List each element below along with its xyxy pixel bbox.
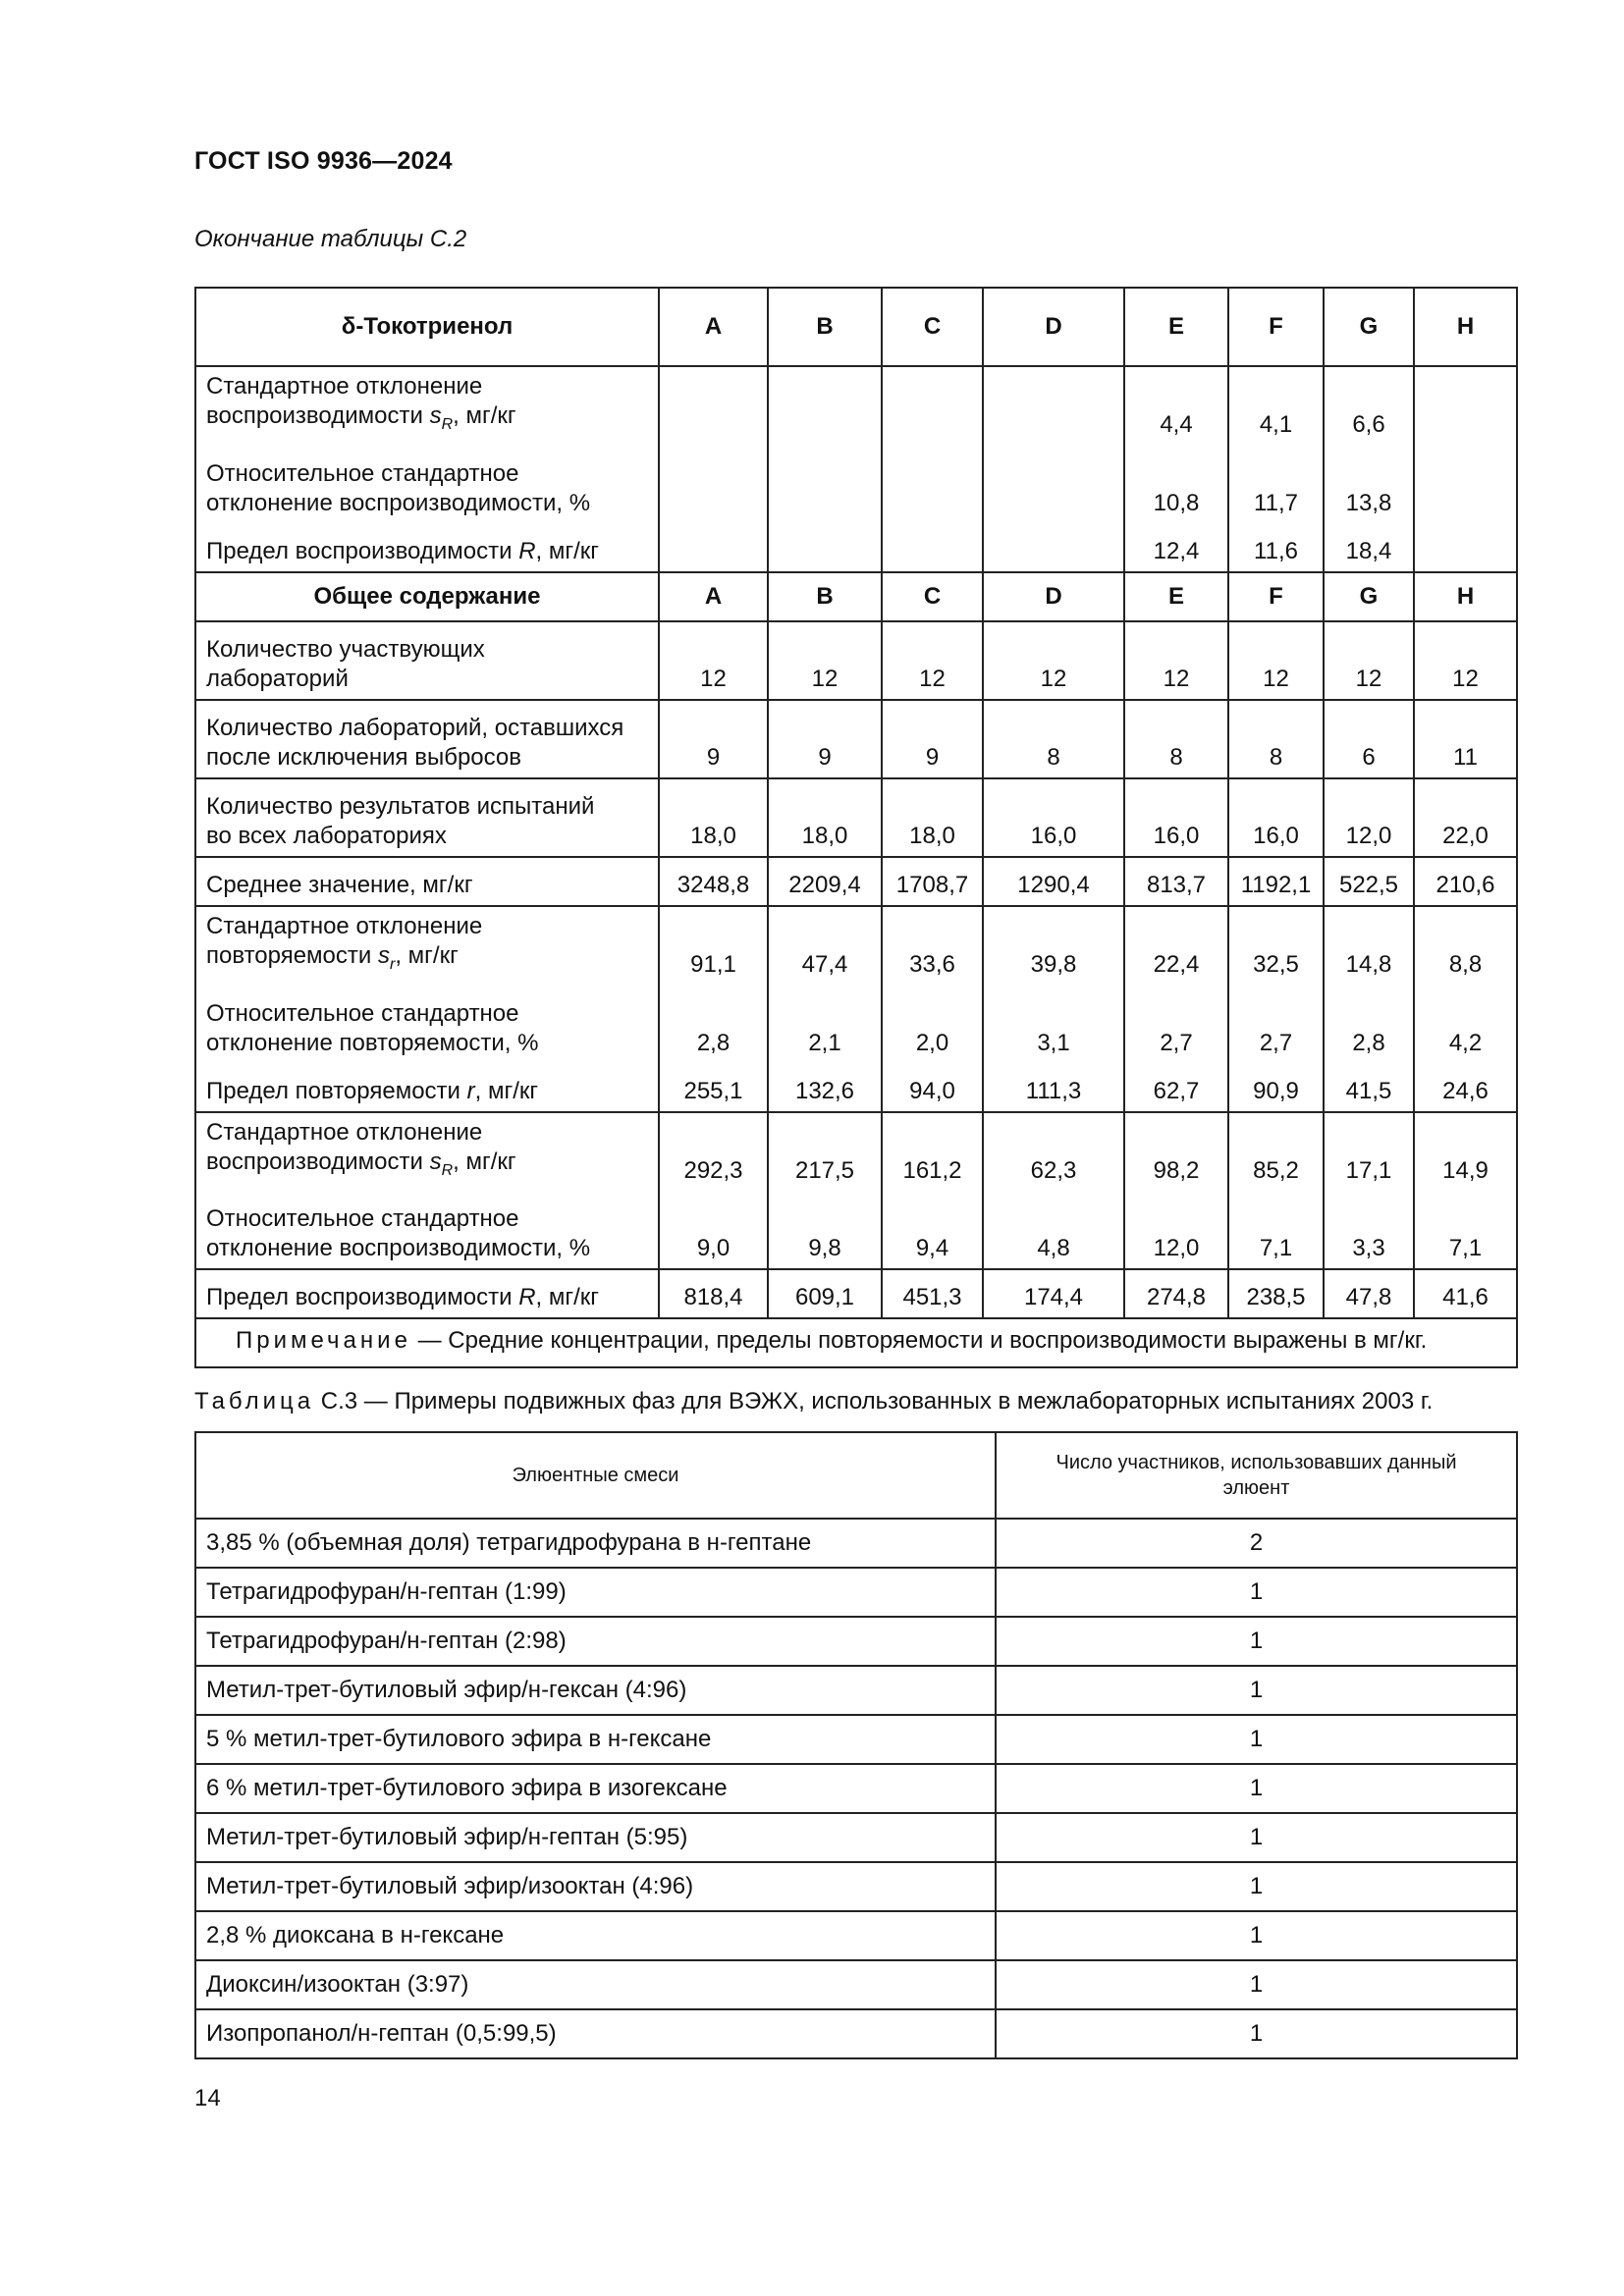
value-cell: 4,4 [1124,366,1228,445]
mixture-cell: 2,8 % диоксана в н-гексане [195,1911,996,1960]
value-cell [1414,523,1517,572]
column-header: G [1324,288,1414,366]
value-cell: 16,0 [1228,778,1324,857]
table-c2 [194,287,1518,1368]
table-c3 [194,1431,1518,2059]
table-header-row [195,1432,1517,1519]
table-row [195,1960,1517,2009]
value-cell: 22,4 [1124,906,1228,985]
value-cell: 8,8 [1414,906,1517,985]
row-label: Количество участвующих лабораторий [195,621,659,700]
value-cell: 11,6 [1228,523,1324,572]
column-header: H [1414,572,1517,621]
value-cell [983,523,1124,572]
row-label: Относительное стандартное отклонение воспроизводимости, % [195,1191,659,1269]
value-cell: 161,2 [882,1112,983,1191]
value-cell: 62,3 [983,1112,1124,1191]
table-row [195,1519,1517,1568]
value-cell: 217,5 [768,1112,882,1191]
column-header: C [882,572,983,621]
value-cell: 12,0 [1124,1191,1228,1269]
table-row [195,1191,1517,1269]
value-cell [1414,366,1517,445]
value-cell: 1192,1 [1228,857,1324,906]
row-label: Стандартное отклонение воспроизводимости $s_R$, мг/кг [195,366,659,445]
table-row [195,1568,1517,1617]
value-cell: 24,6 [1414,1063,1517,1112]
value-cell: 9,0 [659,1191,768,1269]
value-cell: 2,8 [659,985,768,1063]
value-cell: 2,0 [882,985,983,1063]
value-cell: 12 [983,621,1124,700]
value-cell: 90,9 [1228,1063,1324,1112]
value-cell: 7,1 [1414,1191,1517,1269]
value-cell: 4,2 [1414,985,1517,1063]
value-cell: 12,4 [1124,523,1228,572]
value-cell: 62,7 [1124,1063,1228,1112]
row-label: Стандартное отклонение повторяемости $s_r$, мг/кг [195,906,659,985]
value-cell: 1290,4 [983,857,1124,906]
value-cell: 47,8 [1324,1269,1414,1318]
value-cell: 3248,8 [659,857,768,906]
mixture-cell: Изопропанол/н-гептан (0,5:99,5) [195,2009,996,2058]
value-cell: 9,8 [768,1191,882,1269]
table-c3-caption: Таблица С.3 — Примеры подвижных фаз для ВЭЖХ, использованных в межлабораторных испытаниях 2003 г. [194,1388,1434,1415]
table-row [195,1269,1517,1318]
value-cell: 6,6 [1324,366,1414,445]
section-header-row [195,572,1517,621]
row-label: Предел повторяемости r, мг/кг [195,1063,659,1112]
value-cell: 4,8 [983,1191,1124,1269]
count-cell: 1 [996,1666,1517,1715]
value-cell: 522,5 [1324,857,1414,906]
column-header: F [1228,288,1324,366]
table-row [195,1862,1517,1911]
value-cell: 2,7 [1228,985,1324,1063]
value-cell: 3,1 [983,985,1124,1063]
table-row [195,857,1517,906]
value-cell: 12 [882,621,983,700]
note-text: — Средние концентрации, пределы повторяемости и воспроизводимости выражены в мг/кг. [410,1326,1428,1354]
section-title: δ-Токотриенол [195,288,659,366]
document-header: ГОСТ ISO 9936—2024 [194,147,453,175]
table-row [195,1911,1517,1960]
value-cell: 2209,4 [768,857,882,906]
count-cell: 2 [996,1519,1517,1568]
value-cell: 6 [1324,700,1414,778]
count-cell: 1 [996,1568,1517,1617]
row-label: Среднее значение, мг/кг [195,857,659,906]
column-header: E [1124,572,1228,621]
value-cell: 813,7 [1124,857,1228,906]
value-cell: 9 [659,700,768,778]
count-cell: 1 [996,1617,1517,1666]
value-cell: 32,5 [1228,906,1324,985]
mixture-cell: 5 % метил-трет-бутилового эфира в н-гексане [195,1715,996,1764]
value-cell: 41,5 [1324,1063,1414,1112]
row-label: Предел воспроизводимости R, мг/кг [195,523,659,572]
value-cell [768,445,882,523]
value-cell [882,366,983,445]
value-cell: 41,6 [1414,1269,1517,1318]
value-cell: 94,0 [882,1063,983,1112]
value-cell: 9 [768,700,882,778]
value-cell: 18,0 [768,778,882,857]
table-row [195,1715,1517,1764]
value-cell: 10,8 [1124,445,1228,523]
table-note [195,1318,1517,1367]
mixture-cell: 3,85 % (объемная доля) тетрагидрофурана в н-гептане [195,1519,996,1568]
value-cell: 4,1 [1228,366,1324,445]
count-cell: 1 [996,1911,1517,1960]
column-header: G [1324,572,1414,621]
value-cell: 609,1 [768,1269,882,1318]
value-cell: 3,3 [1324,1191,1414,1269]
table-row [195,906,1517,985]
value-cell: 12 [768,621,882,700]
column-header: B [768,572,882,621]
value-cell: 818,4 [659,1269,768,1318]
row-label: Стандартное отклонение воспроизводимости $s_R$, мг/кг [195,1112,659,1191]
column-header: B [768,288,882,366]
value-cell: 274,8 [1124,1269,1228,1318]
table-row [195,985,1517,1063]
value-cell: 18,0 [882,778,983,857]
note-label: Примечание [236,1326,411,1354]
value-cell [983,445,1124,523]
value-cell: 2,7 [1124,985,1228,1063]
value-cell: 174,4 [983,1269,1124,1318]
value-cell [768,366,882,445]
value-cell: 12,0 [1324,778,1414,857]
value-cell: 12 [1414,621,1517,700]
value-cell [882,445,983,523]
value-cell: 22,0 [1414,778,1517,857]
mixture-cell: Диоксин/изооктан (3:97) [195,1960,996,2009]
value-cell: 9 [882,700,983,778]
row-label: Предел воспроизводимости R, мг/кг [195,1269,659,1318]
row-label: Относительное стандартное отклонение воспроизводимости, % [195,445,659,523]
column-header: Число участников, использовавших данный элюент [996,1432,1517,1519]
count-cell: 1 [996,1813,1517,1862]
mixture-cell: Метил-трет-бутиловый эфир/изооктан (4:96) [195,1862,996,1911]
value-cell: 2,8 [1324,985,1414,1063]
value-cell: 111,3 [983,1063,1124,1112]
value-cell [659,366,768,445]
table-row [195,700,1517,778]
value-cell [768,523,882,572]
value-cell: 12 [1124,621,1228,700]
value-cell: 39,8 [983,906,1124,985]
column-header: E [1124,288,1228,366]
value-cell: 13,8 [1324,445,1414,523]
count-cell: 1 [996,2009,1517,2058]
value-cell: 7,1 [1228,1191,1324,1269]
value-cell: 33,6 [882,906,983,985]
value-cell: 8 [1228,700,1324,778]
count-cell: 1 [996,1764,1517,1813]
value-cell: 210,6 [1414,857,1517,906]
table-row [195,1764,1517,1813]
table-row [195,523,1517,572]
column-header: A [659,572,768,621]
table-row [195,445,1517,523]
value-cell: 85,2 [1228,1112,1324,1191]
value-cell: 12 [659,621,768,700]
table-row [195,1063,1517,1112]
value-cell: 14,8 [1324,906,1414,985]
row-label: Количество лабораторий, оставшихся после исключения выбросов [195,700,659,778]
value-cell: 2,1 [768,985,882,1063]
value-cell: 14,9 [1414,1112,1517,1191]
value-cell: 9,4 [882,1191,983,1269]
value-cell: 16,0 [1124,778,1228,857]
value-cell: 18,4 [1324,523,1414,572]
value-cell: 8 [983,700,1124,778]
value-cell: 47,4 [768,906,882,985]
table-row [195,778,1517,857]
value-cell: 18,0 [659,778,768,857]
mixture-cell: Метил-трет-бутиловый эфир/н-гексан (4:96) [195,1666,996,1715]
value-cell: 12 [1228,621,1324,700]
row-label: Количество результатов испытаний во всех лабораториях [195,778,659,857]
column-header: A [659,288,768,366]
table-row [195,366,1517,445]
section-header-row [195,288,1517,366]
row-label: Относительное стандартное отклонение повторяемости, % [195,985,659,1063]
value-cell: 292,3 [659,1112,768,1191]
table-row [195,1666,1517,1715]
note-row [195,1318,1517,1367]
value-cell: 91,1 [659,906,768,985]
value-cell [882,523,983,572]
column-header: C [882,288,983,366]
column-header: H [1414,288,1517,366]
value-cell: 12 [1324,621,1414,700]
value-cell: 238,5 [1228,1269,1324,1318]
value-cell: 16,0 [983,778,1124,857]
value-cell [1414,445,1517,523]
value-cell [659,523,768,572]
table-row [195,621,1517,700]
value-cell [659,445,768,523]
column-header: D [983,288,1124,366]
table-row [195,1112,1517,1191]
table-row [195,1617,1517,1666]
value-cell: 11 [1414,700,1517,778]
value-cell [983,366,1124,445]
value-cell: 132,6 [768,1063,882,1112]
section-title: Общее содержание [195,572,659,621]
table-row [195,1813,1517,1862]
count-cell: 1 [996,1715,1517,1764]
value-cell: 255,1 [659,1063,768,1112]
mixture-cell: Метил-трет-бутиловый эфир/н-гептан (5:95) [195,1813,996,1862]
mixture-cell: Тетрагидрофуран/н-гептан (2:98) [195,1617,996,1666]
table-row [195,2009,1517,2058]
value-cell: 451,3 [882,1269,983,1318]
value-cell: 98,2 [1124,1112,1228,1191]
column-header: D [983,572,1124,621]
column-header: Элюентные смеси [195,1432,996,1519]
mixture-cell: Тетрагидрофуран/н-гептан (1:99) [195,1568,996,1617]
table-c2-caption: Окончание таблицы С.2 [194,226,467,252]
page-number: 14 [194,2085,221,2111]
count-cell: 1 [996,1862,1517,1911]
value-cell: 1708,7 [882,857,983,906]
value-cell: 17,1 [1324,1112,1414,1191]
column-header: F [1228,572,1324,621]
value-cell: 8 [1124,700,1228,778]
mixture-cell: 6 % метил-трет-бутилового эфира в изогексане [195,1764,996,1813]
count-cell: 1 [996,1960,1517,2009]
value-cell: 11,7 [1228,445,1324,523]
